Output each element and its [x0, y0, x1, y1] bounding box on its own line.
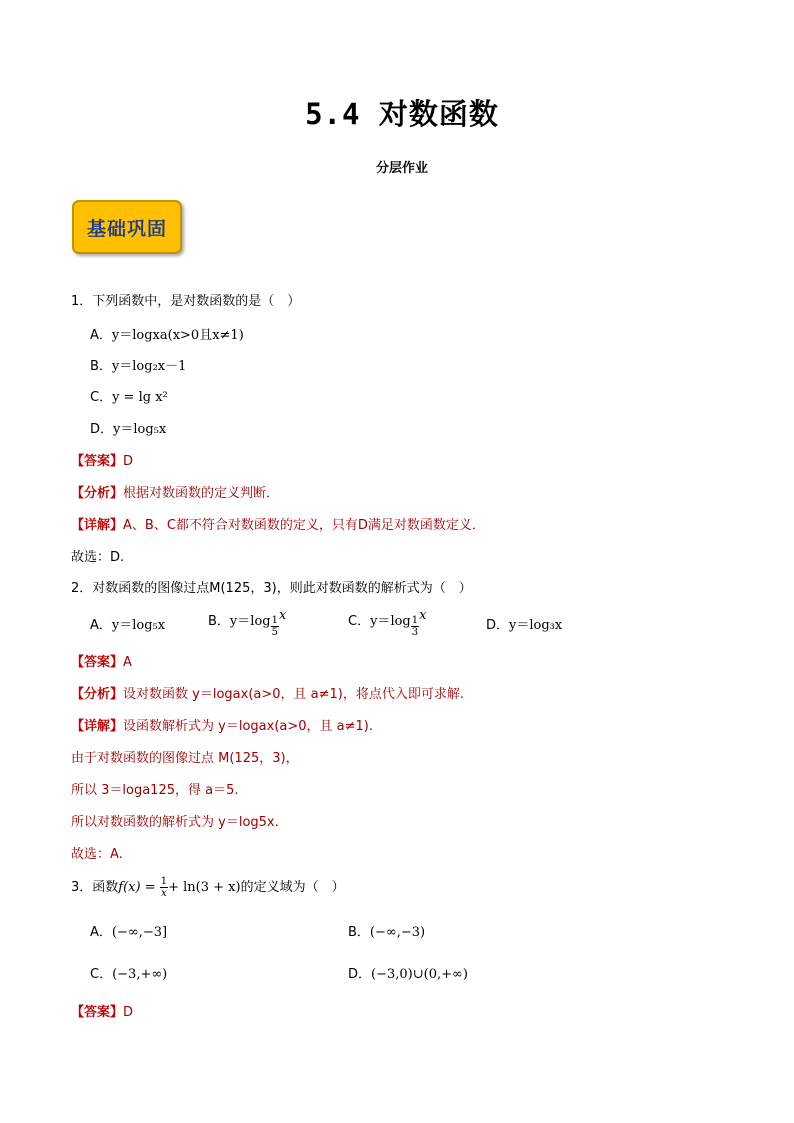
- q2-step-3: 所以对数函数的解析式为 y＝log5x.: [71, 815, 279, 830]
- q2-option-c-label: C．: [348, 614, 371, 629]
- q3-option-a-label: A．: [90, 925, 112, 940]
- page-title: 5.4 对数函数: [305, 97, 499, 131]
- q3-stem-frac-num: 1: [160, 876, 168, 887]
- q2-option-a-label: A．: [90, 618, 112, 633]
- q2-detail-tag: 【详解】: [71, 719, 124, 734]
- q2-stem: 2．对数函数的图像过点M(125，3)，则此对数函数的解析式为（ ）: [71, 581, 472, 596]
- q2-answer: [71, 651, 132, 670]
- q2-option-d-label: D．: [486, 618, 510, 633]
- q3-option-d-label: D．: [348, 967, 372, 982]
- q2-option-b[interactable]: [208, 608, 286, 638]
- q3-option-b-text: (−∞,−3): [369, 925, 426, 940]
- q2-detail-text: 设函数解析式为 y＝logax(a>0，且 a≠1).: [123, 719, 373, 734]
- section-badge: [72, 200, 182, 254]
- q1-option-a[interactable]: [90, 324, 244, 343]
- q3-answer-tag: 【答案】: [71, 1005, 124, 1020]
- q3-option-c-text: (−3,+∞): [112, 967, 168, 982]
- q2-option-b-prefix: y＝: [229, 614, 251, 629]
- q2-detail: [71, 715, 373, 734]
- q3-option-b-label: B．: [348, 925, 370, 940]
- q1-option-a-label: A．: [90, 328, 112, 343]
- section-badge-label: 基础巩固: [86, 217, 167, 240]
- q1-option-a-text: y＝logxa(x>0且x≠1): [111, 328, 244, 343]
- q3-answer-value: D: [123, 1005, 134, 1020]
- q1-option-c-label: C．: [90, 390, 113, 405]
- q2-option-d[interactable]: [486, 614, 562, 633]
- q3-option-b[interactable]: [348, 921, 425, 940]
- q2-option-b-base-num: 1: [271, 615, 278, 626]
- q2-option-b-label: B．: [208, 614, 230, 629]
- q2-option-c[interactable]: [348, 608, 426, 638]
- q3-option-a-text: (−∞,−3]: [111, 925, 168, 940]
- q1-stem: 1．下列函数中，是对数函数的是（ ）: [71, 294, 301, 309]
- q1-option-d[interactable]: [90, 418, 166, 437]
- q2-step-2: 所以 3＝loga125，得 a＝5.: [71, 783, 239, 798]
- q1-detail-tag: 【详解】: [71, 518, 124, 533]
- q3-option-c-label: C．: [90, 967, 113, 982]
- q2-option-b-log: log: [250, 614, 271, 629]
- q2-option-a-text: y＝log₅x: [111, 618, 166, 633]
- q1-detail: [71, 514, 485, 533]
- q1-option-b[interactable]: [90, 355, 186, 374]
- q3-stem-func: f(x) =: [118, 880, 160, 895]
- q2-answer-tag: 【答案】: [71, 655, 124, 670]
- q2-option-c-prefix: y＝: [370, 614, 391, 629]
- q2-option-b-base-den: 5: [271, 627, 278, 638]
- q1-option-d-text: y＝log₅x: [113, 422, 167, 437]
- q2-option-c-base: [411, 615, 419, 638]
- q2-option-d-text: y＝log₃x: [509, 618, 563, 633]
- q3-stem: [71, 876, 345, 899]
- q2-analysis: [71, 683, 464, 702]
- q2-conclusion: 故选：A.: [71, 847, 123, 862]
- q2-option-b-var: x: [278, 608, 287, 623]
- q2-answer-value: A: [123, 655, 132, 670]
- q3-option-a[interactable]: [90, 921, 167, 940]
- q1-option-b-text: y＝log₂x－1: [111, 359, 187, 374]
- q1-option-c-text: y = lg x²: [112, 390, 168, 405]
- q3-answer: [71, 1001, 133, 1020]
- q3-option-d[interactable]: [348, 963, 468, 982]
- q3-stem-rest: + ln(3 + x): [168, 880, 241, 895]
- q2-analysis-text: 设对数函数 y＝logax(a>0，且 a≠1)，将点代入即可求解.: [123, 687, 464, 702]
- q1-answer-value: D: [123, 454, 134, 469]
- q1-analysis: [71, 482, 279, 501]
- q2-step-1: 由于对数函数的图像过点 M(125，3)，: [71, 751, 299, 766]
- q1-option-b-label: B．: [90, 359, 112, 374]
- q2-option-c-base-den: 3: [411, 627, 419, 638]
- q1-conclusion: 故选：D.: [71, 550, 125, 565]
- q3-stem-prefix: 3．函数: [71, 880, 119, 895]
- q1-option-d-label: D．: [90, 422, 114, 437]
- q2-option-b-base: [271, 615, 279, 638]
- q2-analysis-tag: 【分析】: [71, 687, 124, 702]
- q1-analysis-text: 根据对数函数的定义判断．: [123, 486, 280, 501]
- q2-option-c-var: x: [419, 608, 427, 623]
- q3-option-c[interactable]: [90, 963, 167, 982]
- q3-stem-fraction: [160, 876, 168, 899]
- q1-option-c[interactable]: [90, 386, 168, 405]
- q2-option-c-log: log: [390, 614, 411, 629]
- q3-stem-frac-den: x: [161, 888, 167, 899]
- q1-answer: [71, 450, 133, 469]
- q1-detail-text: A、B、C都不符合对数函数的定义，只有D满足对数函数定义．: [123, 518, 485, 533]
- q1-analysis-tag: 【分析】: [71, 486, 124, 501]
- q2-option-c-base-num: 1: [411, 615, 419, 626]
- q3-stem-suffix: 的定义域为（ ）: [240, 880, 345, 895]
- q3-option-d-text: (−3,0)∪(0,+∞): [371, 967, 468, 982]
- page-subtitle: 分层作业: [375, 161, 428, 176]
- q1-answer-tag: 【答案】: [71, 454, 124, 469]
- q2-option-a[interactable]: [90, 614, 165, 633]
